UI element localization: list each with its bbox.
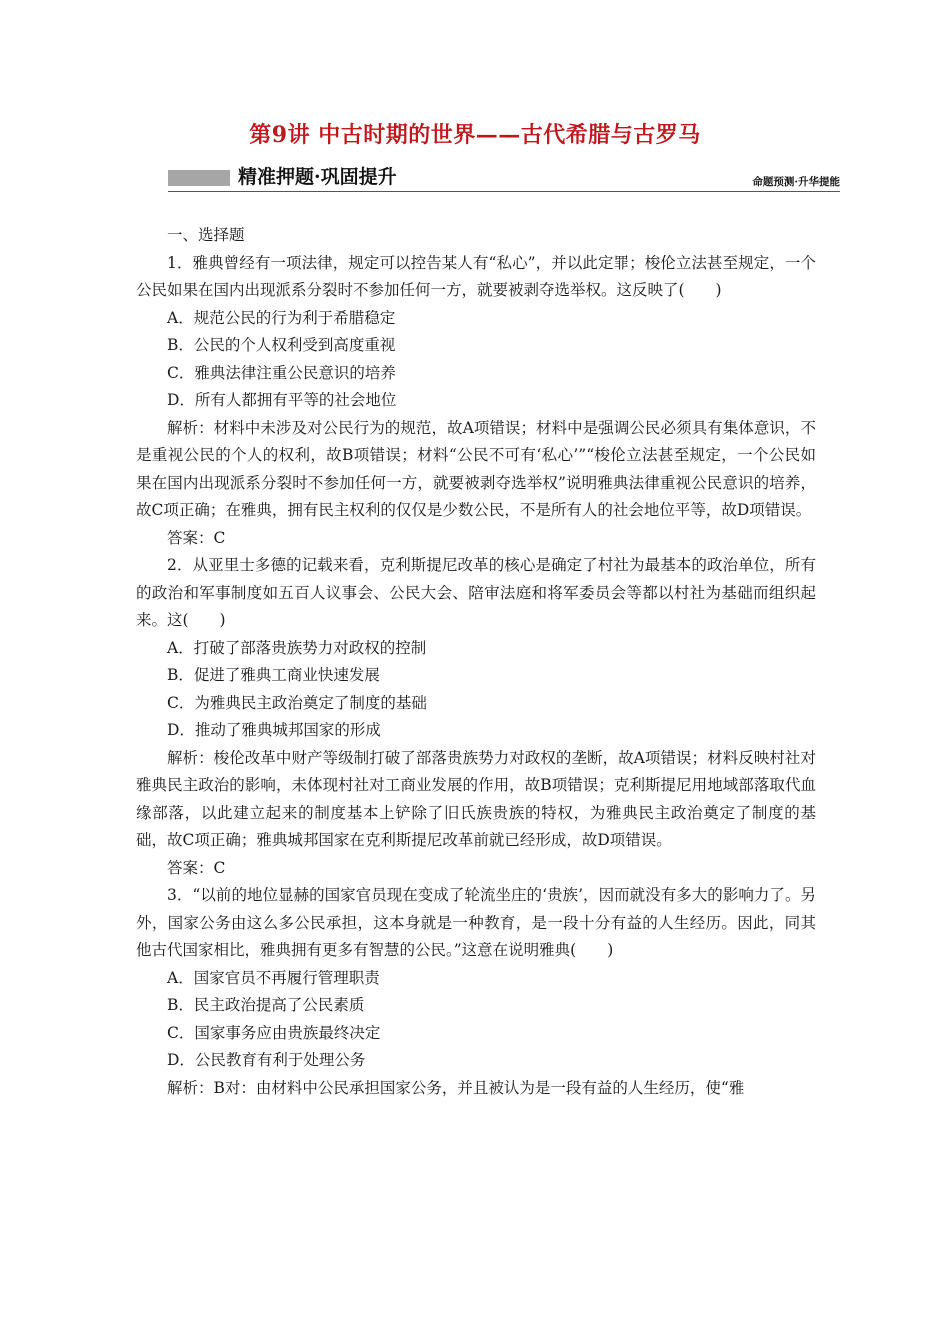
question-answer: 答案：C bbox=[167, 858, 226, 877]
question-analysis: 解析：梭伦改革中财产等级制打破了部落贵族势力对政权的垄断，故A项错误；材料反映村社对雅典民主政治的影响，未体现村社对工商业发展的作用，故B项错误；克利斯提尼用地域部落取代血缘部落，以此建立起来的制度基本上铲除了旧氏族贵族的特权，为雅典民主政治奠定了制度的基础，故C项正确；雅典城邦国家在克利斯提尼改革前就已经形成，故D项错误。 bbox=[136, 748, 816, 849]
question-2 bbox=[136, 552, 816, 882]
option-b: B．促进了雅典工商业快速发展 bbox=[167, 666, 380, 684]
banner-bar bbox=[168, 170, 230, 186]
option-c: C．国家事务应由贵族最终决定 bbox=[167, 1023, 381, 1042]
question-stem: 1．雅典曾经有一项法律，规定可以控告某人有“私心”，并以此定罪；梭伦立法甚至规定，一个公民如果在国内出现派系分裂时不参加任何一方，就要被剥夺选举权。这反映了( ) bbox=[136, 253, 816, 299]
option-a: A．国家官员不再履行管理职责 bbox=[167, 968, 380, 987]
question-analysis: 解析：B对：由材料中公民承担国家公务，并且被认为是一段有益的人生经历，使“雅 bbox=[167, 1078, 745, 1097]
option-c: C．雅典法律注重公民意识的培养 bbox=[167, 363, 396, 382]
option-b: B．公民的个人权利受到高度重视 bbox=[167, 336, 396, 354]
option-a: A．打破了部落贵族势力对政权的控制 bbox=[167, 638, 427, 657]
question-answer: 答案：C bbox=[167, 528, 226, 547]
question-analysis: 解析：材料中未涉及对公民行为的规范，故A项错误；材料中是强调公民必须具有集体意识，不是重视公民的个人的权利，故B项错误；材料“公民不可有‘私心’”“梭伦立法甚至规定，一个公民如果在国内出现派系分裂时不参加任何一方，就要被剥夺选举权”说明雅典法律重视公民意识的培养，故C项正确；在雅典，拥有民主权利的仅仅是少数公民，不是所有人的社会地位平等，故D项错误。 bbox=[136, 418, 816, 519]
banner-section-title: 精准押题·巩固提升 bbox=[238, 166, 397, 188]
option-d: D．推动了雅典城邦国家的形成 bbox=[167, 721, 381, 739]
option-b: B．民主政治提高了公民素质 bbox=[167, 996, 365, 1014]
option-d: D．所有人都拥有平等的社会地位 bbox=[167, 391, 397, 409]
question-1 bbox=[136, 250, 816, 553]
banner-side-label: 命题预测·升华提能 bbox=[752, 176, 840, 188]
lesson-title: 第9讲 中古时期的世界——古代希腊与古罗马 bbox=[249, 122, 701, 148]
question-stem: 2．从亚里士多德的记载来看，克利斯提尼改革的核心是确定了村社为最基本的政治单位，所有的政治和军事制度如五百人议事会、公民大会、陪审法庭和将军委员会等都以村社为基础而组织起来。这( ) bbox=[136, 556, 816, 629]
banner-rule bbox=[168, 191, 840, 192]
section-heading: 一、选择题 bbox=[167, 226, 245, 244]
section-banner bbox=[168, 166, 840, 192]
option-a: A．规范公民的行为利于希腊稳定 bbox=[167, 308, 396, 327]
question-stem: 3．“以前的地位显赫的国家官员现在变成了轮流坐庄的‘贵族’，因而就没有多大的影响力了。另外，国家公务由这么多公民承担，这本身就是一种教育，是一段十分有益的人生经历。因此，同其他古代国家相比，雅典拥有更多有智慧的公民。”这意在说明雅典( ) bbox=[136, 886, 816, 959]
option-d: D．公民教育有利于处理公务 bbox=[167, 1051, 366, 1069]
option-c: C．为雅典民主政治奠定了制度的基础 bbox=[167, 693, 427, 712]
document-body bbox=[136, 222, 816, 1102]
question-3 bbox=[136, 882, 816, 1102]
